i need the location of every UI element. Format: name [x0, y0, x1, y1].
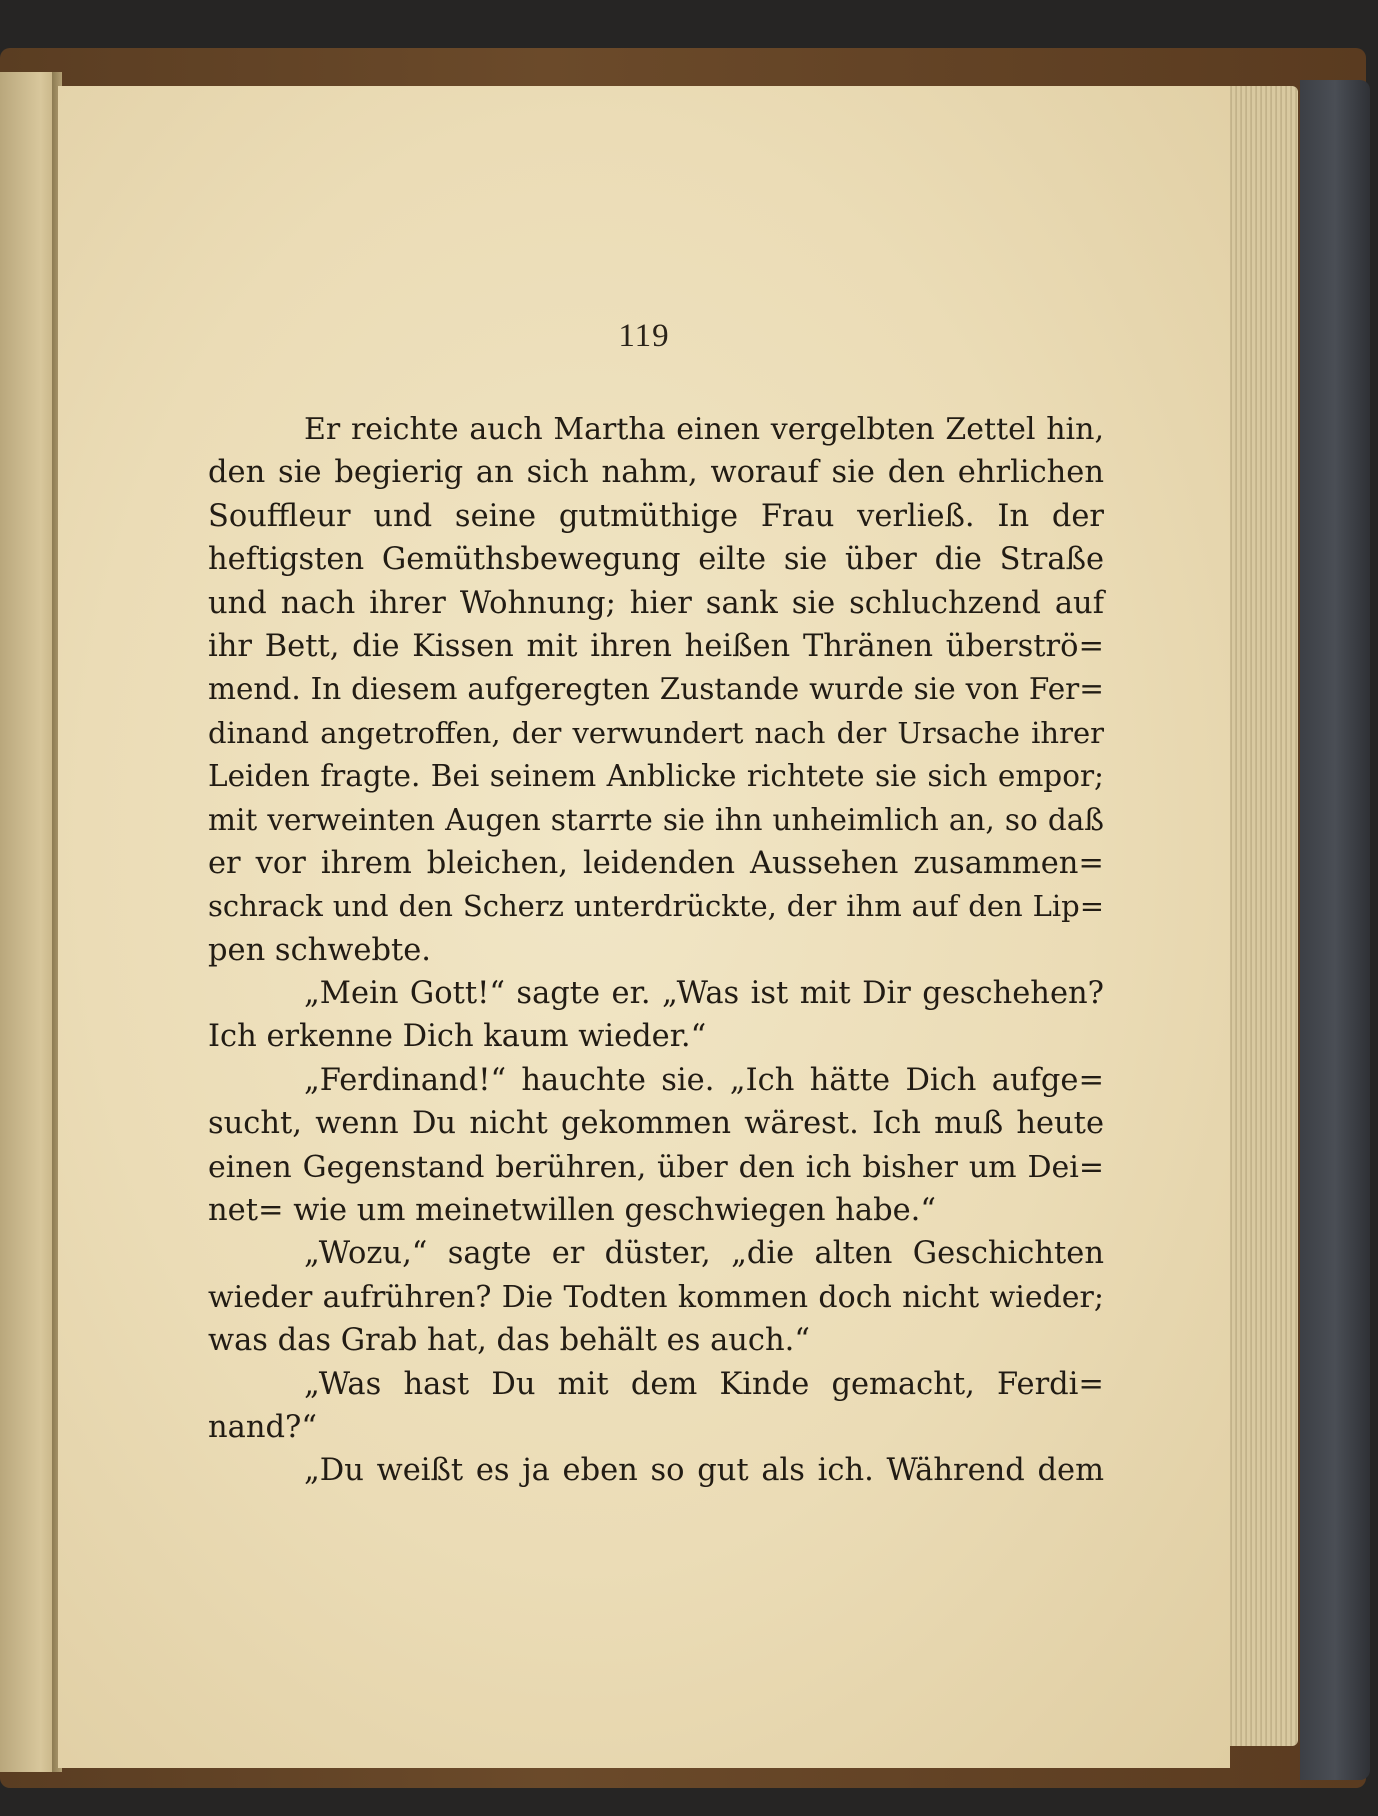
text-line: Ich erkenne Dich kaum wieder.“	[208, 1019, 707, 1055]
text-line: net= wie um meinetwillen geschwiegen habe.“	[208, 1193, 936, 1229]
text-line: „Du weißt es ja eben so gut als ich. Während dem	[304, 1453, 1104, 1489]
text-line: Leiden fragte. Bei seinem Anblicke richtete sie sich empor;	[208, 759, 1104, 794]
text-line: mit verweinten Augen starrte sie ihn unheimlich an, so daß	[208, 802, 1104, 837]
text-line: Souffleur und seine gutmüthige Frau verließ. In der	[208, 498, 1104, 534]
text-line: heftigsten Gemüthsbewegung eilte sie über die Straße	[208, 542, 1104, 578]
text-line: „Ferdinand!“ hauchte sie. „Ich hätte Dich aufge=	[304, 1062, 1104, 1098]
text-line: den sie begierig an sich nahm, worauf sie den ehrlichen	[208, 455, 1104, 491]
text-line: dinand angetroffen, der verwundert nach der Ursache ihrer	[208, 715, 1104, 750]
book-page	[58, 86, 1230, 1768]
page-number: 119	[618, 318, 670, 354]
text-line: ihr Bett, die Kissen mit ihren heißen Thränen überströ=	[208, 628, 1104, 664]
text-line: wieder aufrühren? Die Todten kommen doch nicht wieder;	[208, 1279, 1104, 1315]
text-line: Er reichte auch Martha einen vergelbten Zettel hin,	[304, 412, 1104, 447]
page-edges	[1218, 86, 1298, 1746]
text-line: „Mein Gott!“ sagte er. „Was ist mit Dir geschehen?	[304, 976, 1104, 1012]
text-line: er vor ihrem bleichen, leidenden Aussehen zusammen=	[208, 845, 1104, 881]
text-line: einen Gegenstand berühren, über den ich bisher um Dei=	[208, 1149, 1104, 1185]
left-page-sliver	[0, 72, 58, 1772]
text-line: mend. In diesem aufgeregten Zustande wurde sie von Fer=	[208, 672, 1104, 707]
text-line: und nach ihrer Wohnung; hier sank sie schluchzend auf	[208, 585, 1104, 621]
text-line: „Was hast Du mit dem Kinde gemacht, Ferdi=	[304, 1366, 1104, 1402]
text-line: pen schwebte.	[208, 932, 431, 968]
text-line: was das Grab hat, das behält es auch.“	[208, 1323, 810, 1359]
text-line: „Wozu,“ sagte er düster, „die alten Geschichten	[304, 1236, 1104, 1272]
book-cover-edge	[1300, 80, 1370, 1780]
text-line: nand?“	[208, 1409, 317, 1445]
page-text	[208, 408, 1104, 1493]
text-line: sucht, wenn Du nicht gekommen wärest. Ich muß heute	[208, 1106, 1104, 1142]
text-line: schrack und den Scherz unterdrückte, der ihm auf den Lip=	[208, 889, 1104, 924]
